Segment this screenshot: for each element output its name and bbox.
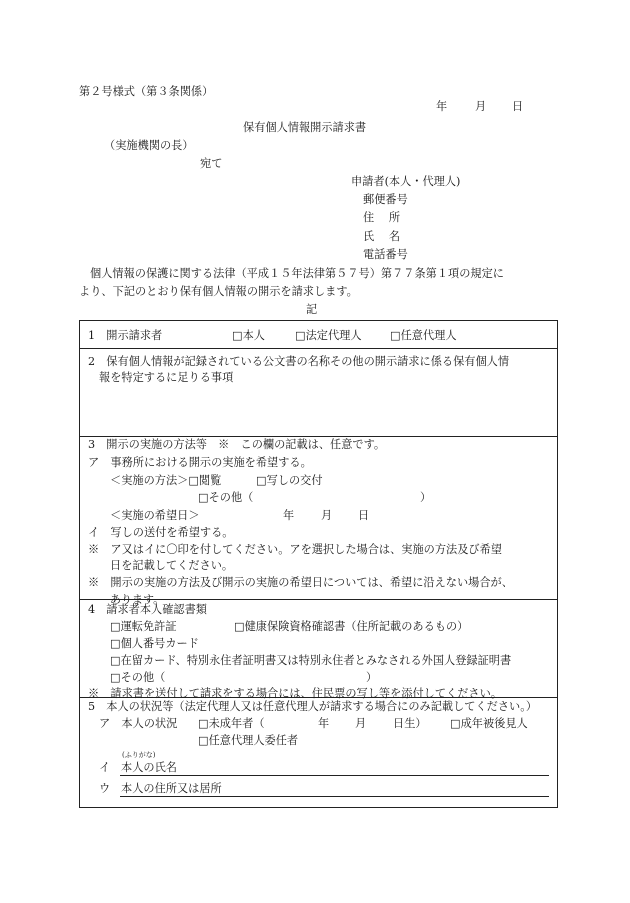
sec4-line-1: 4 請求者本人確認書類 [88,603,207,616]
sec2-line-2: 報を特定するに足りる事項 [99,371,234,384]
applicant-address-label: 住 所 [363,211,401,224]
sec5-year: 年 [318,717,330,730]
sec5-status-label: ア 本人の状況 [99,717,178,730]
sec2-line-1: 2 保有個人情報が記録されている公文書の名称その他の開示請求に係る保有個人情 [88,355,510,368]
sec5-month: 月 [355,717,367,730]
sec3-date-label: ＜実施の希望日＞ [110,509,200,522]
applicant-postal-label: 郵便番号 [363,193,408,206]
sec3-note-1-line-1: ※ ア又はイに〇印を付してください。アを選択した場合は、実施の方法及び希望 [88,543,502,556]
applicant-name-label: 氏 名 [363,230,401,243]
sec3-line-1: 3 開示の実施の方法等 ※ この欄の記載は、任意です。 [88,438,386,451]
sec5-furigana: (ふりがな) [122,751,156,759]
section-5-person-status [80,697,557,807]
date-day-label: 日 [512,100,524,113]
sec4-mynumber[interactable]: □個人番号カード [110,637,199,650]
sec1-opt-legal[interactable]: □法定代理人 [295,329,362,342]
sec1-opt-self[interactable]: □本人 [232,329,265,342]
ki-heading: 記 [306,303,318,316]
section-2-document [80,348,557,437]
sec3-day: 日 [358,509,370,522]
sec3-note-1-line-2: 日を記載してください。 [110,559,234,572]
sec1-opt-voluntary[interactable]: □任意代理人 [390,329,457,342]
date-month-label: 月 [475,100,487,113]
sec5-line-1: 5 本人の状況等（法定代理人又は任意代理人が請求する場合にのみ記載してください。） [88,700,538,713]
sec3-method-copy[interactable]: □写しの交付 [256,474,323,487]
sec4-residence[interactable]: □在留カード、特別永住者証明書又は特別永住者とみなされる外国人登録証明書 [110,654,512,667]
section-3-disclosure-method [80,436,557,606]
sec1-label: 1 開示請求者 [88,329,163,342]
sec3-method-other-close: ） [420,491,432,504]
sec5-birth: 日生） [393,717,427,730]
section-4-id-documents [80,599,557,698]
sec3-option-i[interactable]: イ 写しの送付を希望する。 [88,526,234,539]
sec5-address-underline[interactable] [120,796,549,797]
sec3-month: 月 [321,509,333,522]
sec4-other-close: ） [366,671,378,684]
sec3-method-label[interactable]: ＜実施の方法＞□閲覧 [110,474,222,487]
sec5-name-label: 本人の氏名 [121,761,177,774]
sec5-u-label: ウ [99,782,111,795]
sec3-note-2-line-1: ※ 開示の実施の方法及び開示の実施の希望日については、希望に沿えない場合が、 [88,576,513,589]
sec4-note: ※ 請求書を送付して請求をする場合には、住民票の写し等を添付してください。 [88,687,502,700]
section-1-requester [80,321,557,349]
intro-line-2: より、下記のとおり保有個人情報の開示を請求します。 [79,285,358,298]
sec3-method-other[interactable]: □その他（ [198,491,254,504]
sec5-adult-ward[interactable]: □成年被後見人 [450,717,528,730]
sec5-i-label: イ [99,761,111,774]
applicant-phone-label: 電話番号 [363,248,408,261]
sec3-option-a[interactable]: ア 事務所における開示の実施を希望する。 [88,456,312,469]
sec4-insurance[interactable]: □健康保険資格確認書（住所記載のあるもの） [234,620,469,633]
form-number: 第２号様式（第３条関係） [79,85,214,98]
page-title: 保有個人情報開示請求書 [243,121,367,134]
sec5-address-label: 本人の住所又は居所 [121,782,222,795]
sec5-name-underline[interactable] [120,775,549,776]
intro-line-1: 個人情報の保護に関する法律（平成１５年法律第５７号）第７７条第１項の規定に [90,267,504,280]
sec5-minor[interactable]: □未成年者（ [198,717,265,730]
sec5-delegator[interactable]: □任意代理人委任者 [198,734,299,747]
sec3-year: 年 [283,509,295,522]
applicant-label: 申請者(本人・代理人) [351,175,461,188]
date-year-label: 年 [436,100,448,113]
sec4-other[interactable]: □その他（ [110,671,166,684]
sec3-note-2-line-2: あります。 [110,593,165,606]
addressee: （実施機関の長） [104,139,194,152]
sec4-license[interactable]: □運転免許証 [110,620,177,633]
addressee-suffix: 宛て [200,157,223,170]
request-table [79,320,558,808]
